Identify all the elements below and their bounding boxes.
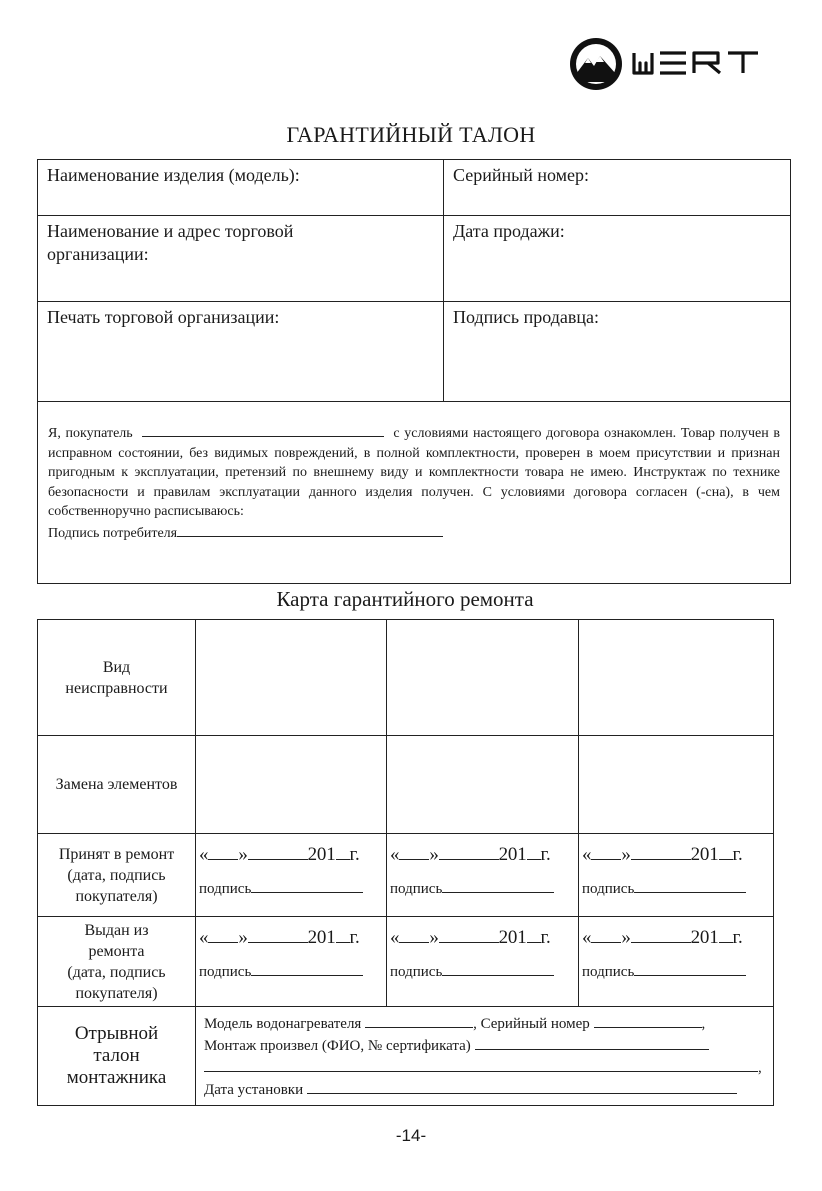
page-number: -14- (395, 1126, 427, 1145)
signature-line: подпись (390, 879, 575, 900)
issued-date-cell (196, 917, 387, 1007)
stamp-field: Печать торговой организации: (38, 302, 444, 402)
installer-stub-fields: Модель водонагревателя , Серийный номер , Монтаж произвел (ФИО, № сертификата) , Дата установки (196, 1007, 774, 1106)
replacement-cell (579, 736, 774, 834)
model-field: Наименование изделия (модель): (38, 160, 444, 216)
warranty-table (37, 159, 791, 584)
wert-logo (568, 36, 784, 92)
date-line: « » 201 г. (582, 844, 743, 865)
date-line: « » 201 г. (199, 927, 360, 948)
date-line: « » 201 г. (390, 927, 551, 948)
page-title: ГАРАНТИЙНЫЙ ТАЛОН (286, 122, 536, 147)
sale-date-field: Дата продажи: (444, 216, 791, 302)
accepted-header: Принят в ремонт (дата, подпись покупателя) (38, 834, 196, 917)
issued-header: Выдан из ремонта (дата, подпись покупателя) (38, 917, 196, 1007)
accepted-date-cell (387, 834, 579, 917)
issued-date-cell (387, 917, 579, 1007)
date-line: « » 201 г. (390, 844, 551, 865)
buyer-name-line (142, 422, 384, 437)
date-line: « » 201 г. (199, 844, 360, 865)
signature-line: подпись (199, 962, 383, 983)
issued-date-cell (579, 917, 774, 1007)
fault-type-header: Вид неисправности (38, 620, 196, 736)
date-line: « » 201 г. (582, 927, 743, 948)
replacement-cell (196, 736, 387, 834)
signature-line: подпись (582, 962, 770, 983)
signature-line: подпись (582, 879, 770, 900)
fault-cell (387, 620, 579, 736)
consent-statement: Я, покупатель с условиями настоящего договора ознакомлен. Товар получен в исправном состоянии, без видимых повреждений, в полной комплектности, проверен в моем присутствии и признан пригодным к эксплуатации, претензий по внешнему виду и комплектности товара не имею. Инструктаж по технике безопасности и правилам эксплуатации данного изделия получен. С условиями договора согласен (-сна), в чем собственноручно расписываюсь: Подпись потребителя (38, 402, 791, 584)
serial-field: Серийный номер: (444, 160, 791, 216)
signature-line: подпись (390, 962, 575, 983)
accepted-date-cell (196, 834, 387, 917)
fault-cell (579, 620, 774, 736)
replacement-cell (387, 736, 579, 834)
accepted-date-cell (579, 834, 774, 917)
repair-card-table (37, 619, 774, 1106)
installer-stub-header: Отрывной талон монтажника (38, 1007, 196, 1106)
buyer-signature-line (177, 522, 443, 537)
signature-line: подпись (199, 879, 383, 900)
fault-cell (196, 620, 387, 736)
repair-card-title: Карта гарантийного ремонта (276, 587, 534, 611)
seller-signature-field: Подпись продавца: (444, 302, 791, 402)
replacement-header: Замена элементов (38, 736, 196, 834)
seller-org-field: Наименование и адрес торговой организации: (38, 216, 444, 302)
